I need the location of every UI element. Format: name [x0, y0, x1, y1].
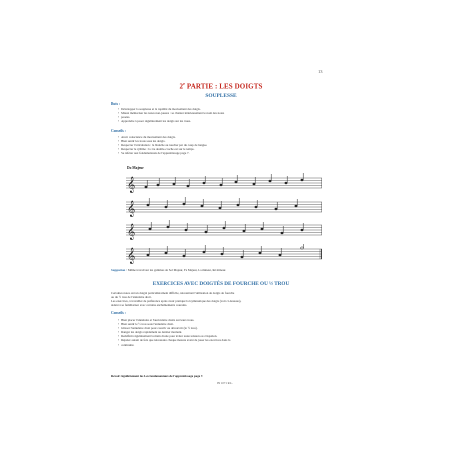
list-item: • Mieux mémoriser les notes non-jouées : se chanter intérieurement le nom des notes [118, 111, 224, 115]
music-staff-2 [126, 197, 322, 217]
list-item: • Respecter le rythme : la 1re double-croche est sur le temps. [118, 147, 207, 151]
list-item: • Apprendre à poser régulièrement les doigts sur les trous. [118, 119, 224, 123]
list-item: • Ranger les doigts rapidement au dernier moment. [118, 330, 230, 334]
intro-line: ou du ½ trou de l'annulaire droit. [111, 295, 152, 300]
key-label: Do Majeur [127, 166, 144, 170]
list-item: • posées. [118, 115, 224, 119]
conseils2-list [118, 318, 230, 347]
list-item: • Bien sentir le ½ trou sous l'annulaire droit. [118, 322, 230, 326]
svg-text:𝄞: 𝄞 [127, 177, 136, 193]
conseils2-label: Conseils : [111, 311, 126, 315]
music-staff-1 [126, 173, 322, 193]
intro-line: aident à se familiariser avec certains enchaînements courants. [111, 303, 188, 308]
suggestion: Suggestion : Même travail sur les gammes de Sol Majeur, Fa Majeur, La mineur, Ré mineur. [111, 268, 227, 272]
list-item: • Glisser l'annulaire droit pour couvrir ou découvrir (le ½ trou). [118, 326, 230, 330]
revise-note: Revoir régulièrement les Les fondamentaux de l'apprentissage page 7. [111, 374, 204, 378]
svg-text:𝄞: 𝄞 [127, 201, 136, 217]
section-title: SOUPLESSE [205, 93, 237, 99]
intro-line: Certaines notes ont un doigté particulièrement difficile, nécessitant l'utilisation de doigts de fourche [111, 291, 235, 295]
footer: IN 1071 R.L. [217, 381, 233, 385]
music-staff-3 [126, 220, 322, 240]
conseils-label: Conseils : [111, 129, 126, 133]
buts-list [118, 107, 224, 123]
list-item: • Redéfinir régulièrement la main droite pour éviter toute tension ou crispation. [118, 334, 230, 338]
svg-text:𝄞: 𝄞 [127, 248, 136, 264]
list-item: • Avoir conscience du mouvement des doigts. [118, 135, 207, 139]
list-item: • Respecter l'articulation : la blanche au toucher par du coup de langue. [118, 143, 207, 147]
list-item: • Répéter autant de fois que nécessaire chaque mesure avant de jouer les exercices dans la [118, 338, 230, 342]
intro-line: Les exercices, à travailler de préférence après avoir pratiqué la Gymnastique des doigts (voir ci-dessous), [111, 299, 242, 304]
part-title: 2e PARTIE : LES DOIGTS [179, 81, 263, 91]
list-item: • Se référer aux fondamentaux de l'apprentissage page 7. [118, 151, 207, 155]
conseils-list [118, 135, 207, 155]
list-item: • Développer la souplesse et la rapidité du mouvement des doigts. [118, 107, 224, 111]
list-item: • Bien placer l'annulaire et l'auriculaire droits sur leurs trous. [118, 318, 230, 322]
svg-text:𝄞: 𝄞 [127, 224, 136, 240]
list-item: • continuité. [118, 343, 230, 347]
music-staff-4 [126, 244, 322, 264]
buts-label: Buts : [111, 102, 121, 106]
list-item: • Bien sentir les trous sous les doigts. [118, 139, 207, 143]
intro-paragraph [111, 291, 325, 307]
page-number: 13 [318, 69, 323, 74]
exercises-title: EXERCICES AVEC DOIGTÉS DE FOURCHE OU ½ TROU [152, 281, 290, 287]
